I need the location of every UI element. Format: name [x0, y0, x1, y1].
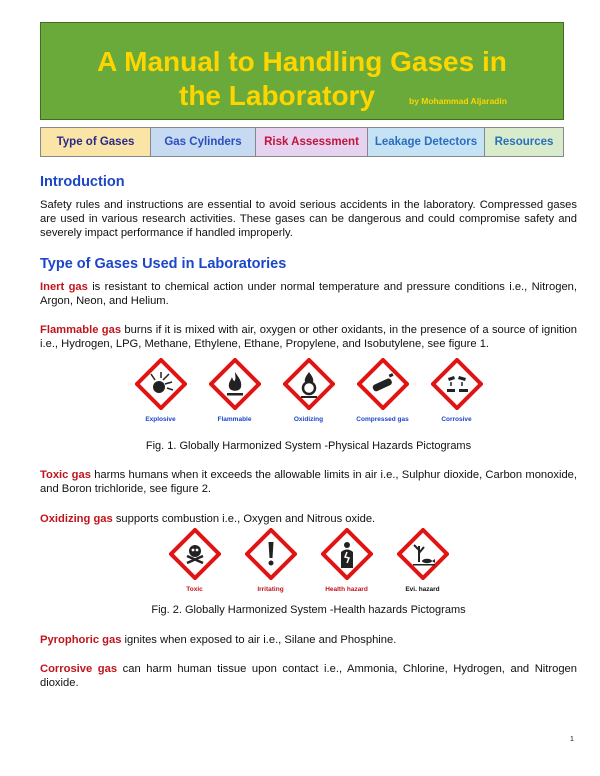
page-title-line1: A Manual to Handling Gases in [97, 46, 507, 77]
flame-over-circle-icon [283, 358, 335, 410]
inert-term: Inert gas [40, 281, 88, 293]
pictogram-oxidizing [275, 358, 343, 427]
page-title-line2: the Laboratory [179, 80, 376, 111]
exclamation-icon [245, 528, 297, 580]
pictogram-toxic [161, 528, 229, 597]
health-hazard-icon [321, 528, 373, 580]
page-number: 1 [570, 736, 574, 743]
toxic-paragraph [40, 468, 577, 496]
figure-1-caption: Fig. 1. Globally Harmonized System -Physical Hazards Pictograms [145, 440, 472, 452]
corrosive-text: can harm human tissue upon contact i.e., Ammonia, Chlorine, Hydrogen, and Nitrogen dioxide. [40, 663, 577, 689]
label-health-hazard: Health hazard [325, 586, 368, 593]
pyrophoric-paragraph [40, 633, 577, 647]
oxidizing-paragraph [40, 512, 577, 526]
types-heading: Type of Gases Used in Laboratories [40, 256, 287, 272]
nav-bar [40, 127, 564, 157]
label-explosive: Explosive [145, 416, 176, 423]
label-irritating: Irritating [257, 586, 284, 593]
label-corrosive: Corrosive [441, 416, 472, 423]
nav-item-risk-assessment[interactable]: Risk Assessment [256, 128, 368, 156]
pyrophoric-term: Pyrophoric gas [40, 634, 122, 646]
inert-paragraph [40, 280, 577, 308]
label-flammable: Flammable [217, 416, 252, 423]
dead-tree-fish-icon [397, 528, 449, 580]
toxic-text: harms humans when it exceeds the allowable limits in air i.e., Sulphur dioxide, Carbon monoxide, and Boron trichloride, see figure 2. [40, 469, 578, 495]
pictogram-corrosive [423, 358, 491, 427]
corrosion-icon [431, 358, 483, 410]
nav-item-gas-cylinders[interactable]: Gas Cylinders [151, 128, 256, 156]
author-credit: by Mohammad Aljaradin [409, 96, 507, 106]
title-banner [40, 22, 564, 120]
pictogram-flammable [201, 358, 269, 427]
explosive-icon [135, 358, 187, 410]
pyrophoric-text: ignites when exposed to air i.e., Silane and Phosphine. [121, 634, 397, 646]
label-oxidizing: Oxidizing [293, 416, 324, 423]
inert-text: is resistant to chemical action under normal temperature and pressure conditions i.e., Nitrogen, Argon, Neon, and Helium. [40, 281, 577, 307]
pictogram-explosive [127, 358, 195, 427]
figure-2 [40, 528, 577, 597]
pictogram-health-hazard [313, 528, 381, 597]
figure-2-caption: Fig. 2. Globally Harmonized System -Health hazards Pictograms [151, 604, 466, 616]
pictogram-irritating [237, 528, 305, 597]
pictogram-environmental-hazard [389, 528, 457, 597]
gas-cylinder-icon [357, 358, 409, 410]
nav-item-leakage-detectors[interactable]: Leakage Detectors [368, 128, 485, 156]
nav-item-type-of-gases[interactable]: Type of Gases [41, 128, 151, 156]
pictogram-compressed-gas [349, 358, 417, 427]
oxidizing-text: supports combustion i.e., Oxygen and Nitrous oxide. [112, 513, 376, 525]
label-evi-hazard: Evi. hazard [405, 586, 440, 593]
label-toxic: Toxic [186, 586, 203, 593]
corrosive-paragraph [40, 662, 577, 690]
figure-1 [40, 358, 577, 427]
flammable-term: Flammable gas [40, 324, 122, 336]
intro-heading: Introduction [40, 174, 125, 190]
flammable-paragraph [40, 323, 577, 351]
intro-paragraph: Safety rules and instructions are essential to avoid serious accidents in the laboratory. Compressed gases are used in various research activities. These gases can be dangerous and could compromise safety and severely impact performance if handled improperly. [40, 199, 577, 239]
flame-icon [209, 358, 261, 410]
label-compressed-gas: Compressed gas [356, 416, 409, 423]
corrosive-term: Corrosive gas [40, 663, 118, 675]
toxic-term: Toxic gas [40, 469, 91, 481]
nav-item-resources[interactable]: Resources [485, 128, 563, 156]
main-content [40, 175, 577, 690]
skull-crossbones-icon [169, 528, 221, 580]
flammable-text: burns if it is mixed with air, oxygen or other oxidants, in the presence of a source of ignition i.e., Hydrogen, LPG, Methane, Ethylene, Ethane, Propylene, and Isobutylene, see figure 1. [40, 324, 577, 350]
oxidizing-term: Oxidizing gas [40, 513, 113, 525]
